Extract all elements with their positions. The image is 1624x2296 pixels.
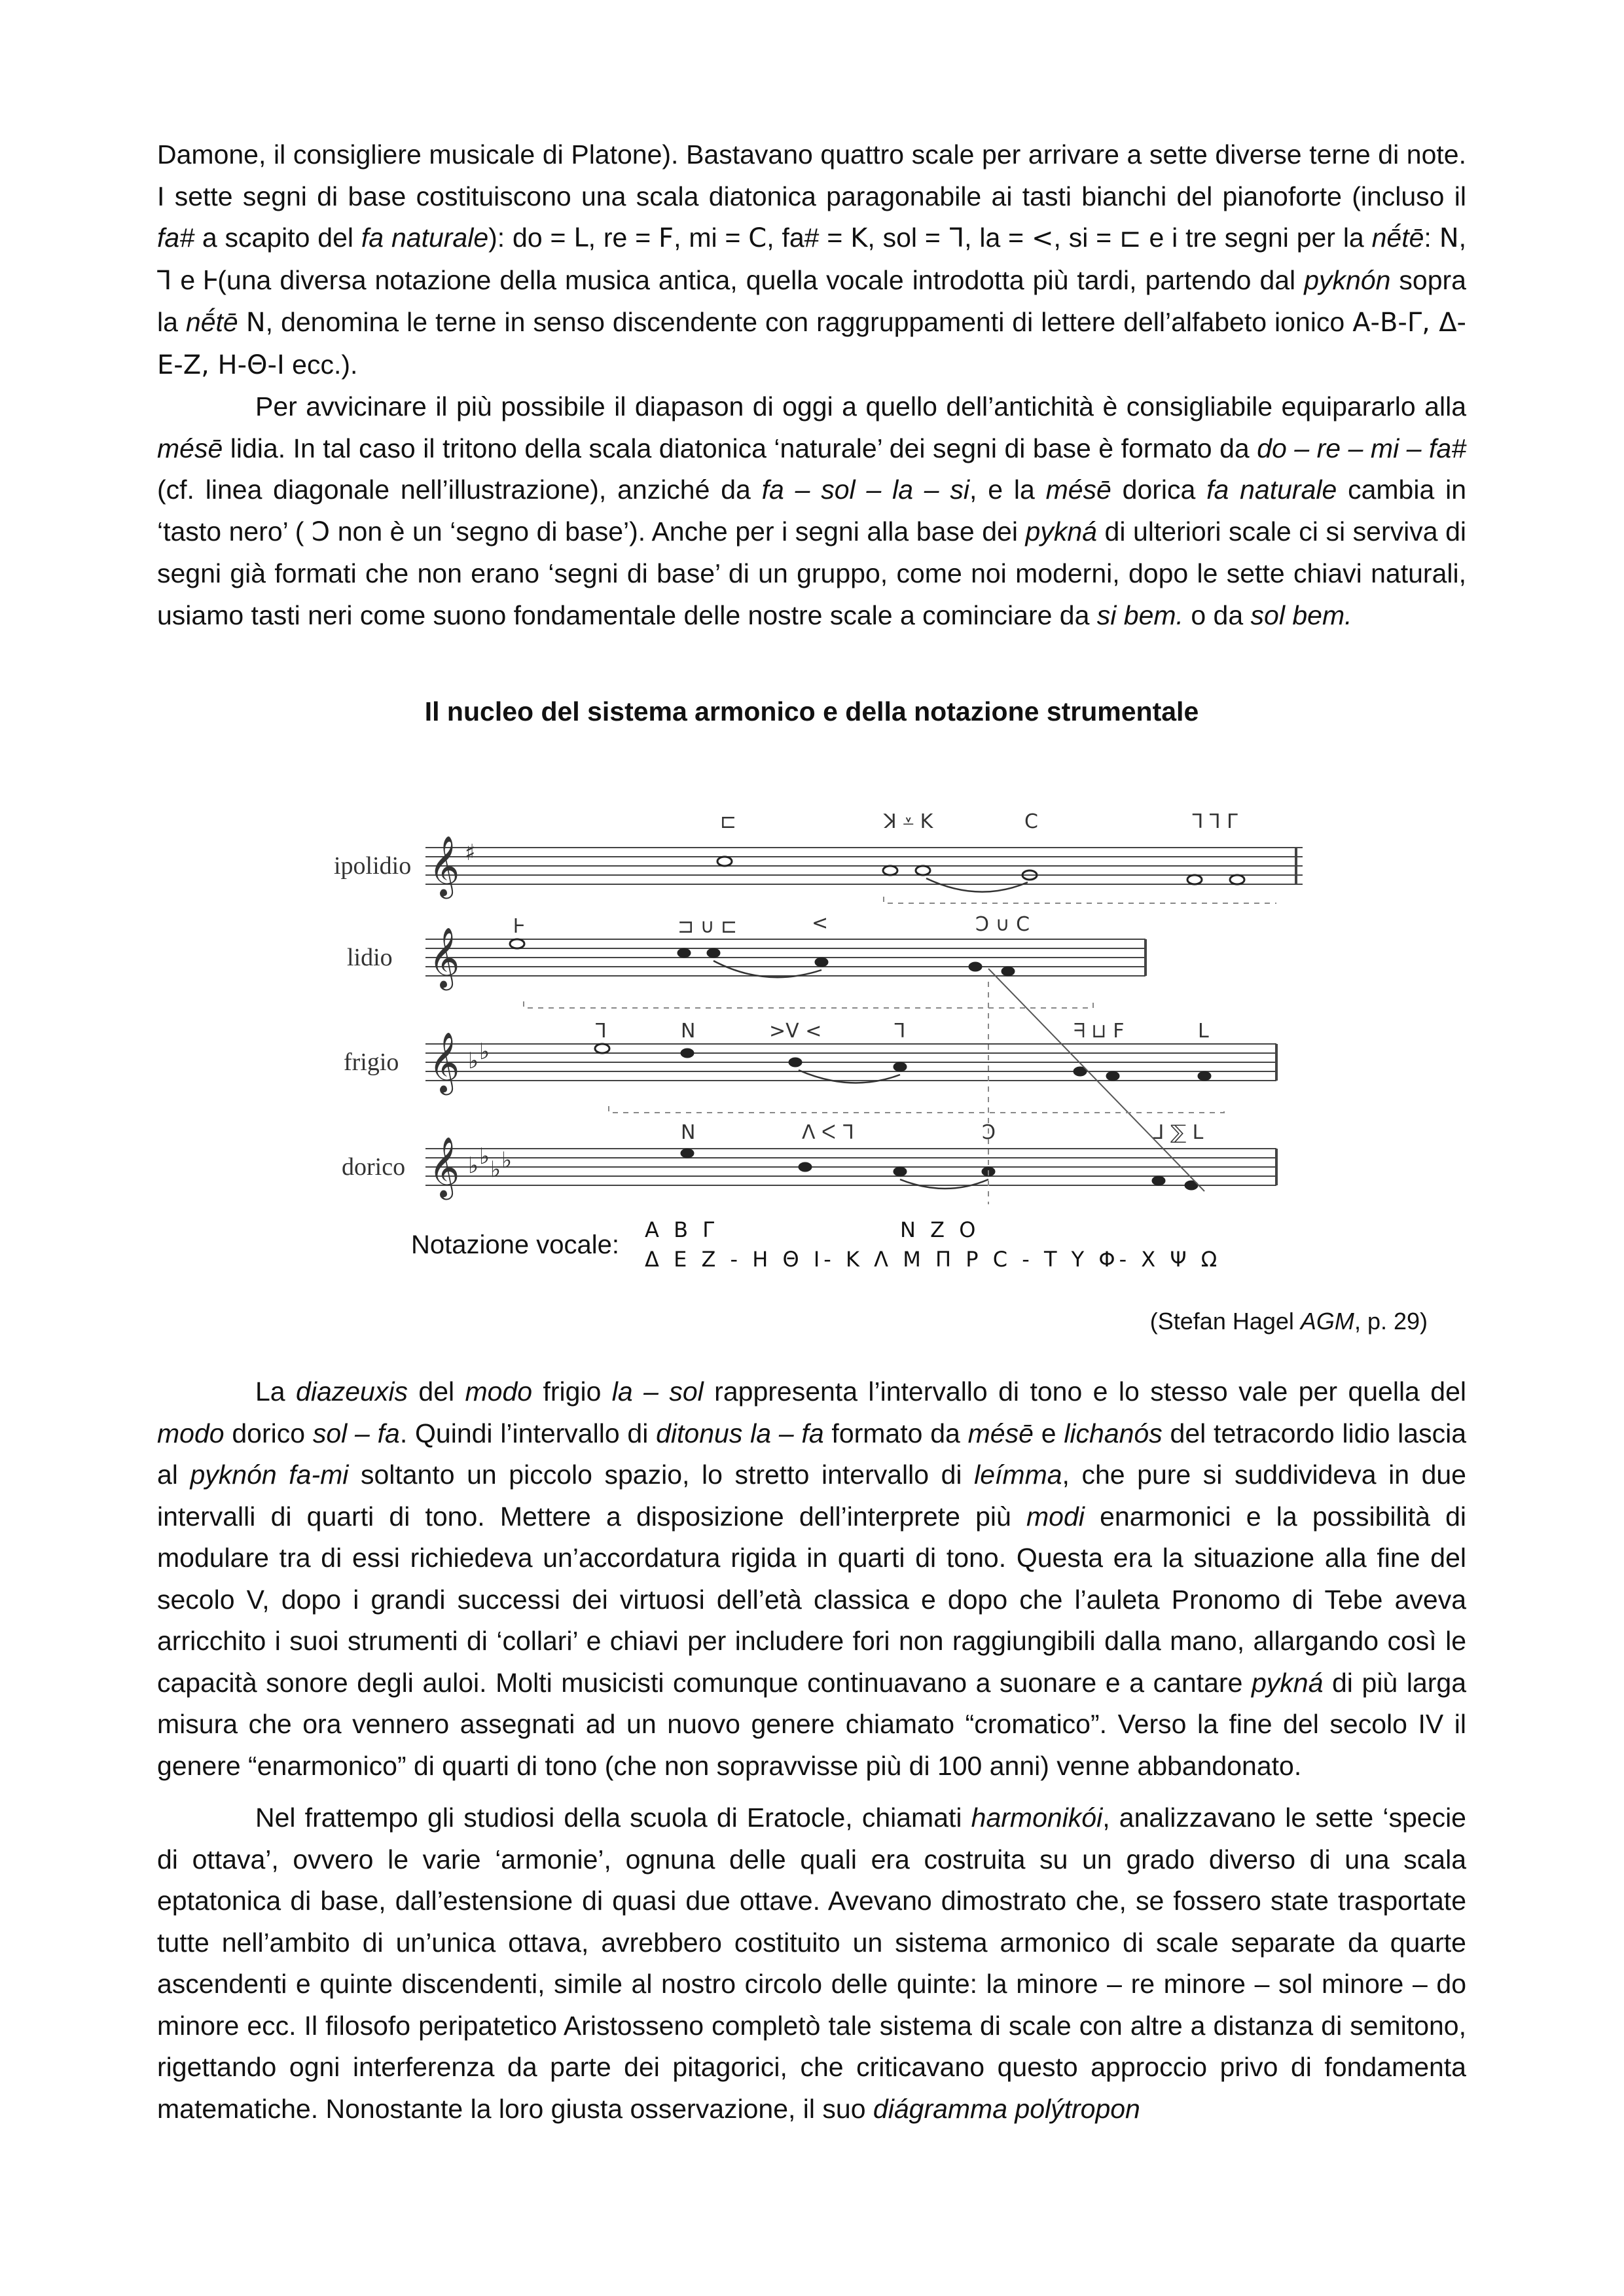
note (789, 1058, 802, 1067)
text: ecc.). (284, 349, 358, 380)
italic-text: diazeuxis (296, 1376, 408, 1407)
notation-sign: < (1032, 223, 1054, 253)
note (916, 866, 930, 875)
notation-sign: ᒣ Ꞁ Γ (1191, 810, 1238, 833)
text: . Quindi l’intervallo di (399, 1418, 657, 1448)
italic-text: pykná (1251, 1667, 1324, 1698)
staff-label-dorico: dorico (342, 1153, 406, 1181)
notation-figure (308, 805, 1329, 1257)
text: , si = (1053, 223, 1120, 253)
note (1001, 967, 1015, 976)
notation-sign: ᒣ (893, 1020, 906, 1043)
paragraph-3 (157, 1371, 1466, 1787)
notation-sign: ᒪ (1198, 1020, 1209, 1043)
notation-sign: ᖷ ⊔ F (1074, 1020, 1125, 1043)
vocal-notation-row-top: Ν Ζ Ο (900, 1217, 980, 1242)
text: : (1424, 223, 1439, 253)
staff-label-frigio: frigio (344, 1049, 399, 1076)
text: rappresenta l’intervallo di tono e lo stesso vale per quella del (703, 1376, 1466, 1407)
text: del tetracordo lidio lascia al (157, 1418, 1466, 1490)
text: sopra la (157, 264, 1466, 337)
note (1106, 1071, 1119, 1081)
note (799, 1162, 812, 1172)
text: del (407, 1376, 465, 1407)
notation-sign: ⊏ (720, 810, 737, 833)
notation-sign: Ꞁ (157, 265, 172, 296)
text: Nel frattempo gli studiosi della scuola di Eratocle, chiamati (255, 1803, 971, 1833)
text: o da (1183, 600, 1251, 630)
text: di ulteriori scale ci si serviva di segni già formati che non erano ‘segni di base’ di un gruppo, come noi moderni, dopo le sette chiavi naturali, usiamo tasti neri come suono fondamentale delle nostre scale a cominciare da (157, 516, 1466, 630)
text: di più larga misura che ora vennero assegnati ad un nuovo genere chiamato “cromatico”. Verso la fine del secolo IV il genere “enarmonico” di quarti di tono (che non sopravvisse più di 100 anni) venne abbandonato. (157, 1667, 1467, 1781)
sharp-icon: ♯ (465, 840, 476, 866)
text: lidia. In tal caso il tritono della scala diatonica ‘naturale’ dei segni di base è formato da (223, 433, 1257, 463)
page-body-lower (157, 1371, 1466, 2130)
notation-sign: F (659, 223, 674, 253)
note (893, 1167, 907, 1176)
text: ): do = (488, 223, 574, 253)
text: dorico (224, 1418, 313, 1448)
notation-sign: C (1024, 810, 1038, 833)
treble-clef-icon: 𝄞 (429, 835, 460, 896)
notation-sign: Ꞁ (596, 1020, 607, 1043)
note (717, 857, 732, 866)
text: , la = (964, 223, 1032, 253)
text: (cf. linea diagonale nell’illustrazione), anziché da (157, 475, 762, 505)
text (238, 307, 246, 337)
italic-text: sol – fa (312, 1418, 400, 1448)
notation-sign: ⊐ ∪ ⊏ (677, 915, 738, 938)
text: formato da (823, 1418, 968, 1448)
notation-sign: Ↄ (312, 516, 331, 547)
paragraph-4 (157, 1797, 1466, 2130)
italic-text: modo (157, 1418, 225, 1448)
flat-icon: ♭ (468, 1048, 479, 1074)
notation-sign: ꓘ ⩡ K (884, 810, 933, 833)
text: , analizzavano le sette ‘specie di ottava’, ovvero le varie ‘armonie’, ognuna delle quali era costruita su un grado diverso di una scala eptatonica di base, dall’estensione di quasi due ottave. Avevano dimostrato che, se fossero state trasportate tutte nell’ambito di un’unica ottava, avrebbero costituito un sistema armonico di scale separate da quarte ascendenti e quinte discendenti, simile al nostro circolo delle quinte: la minore – re minore – sol minore – do minore ecc. Il filosofo peripatetico Aristosseno completò tale sistema di scale con altre a distanza di semitono, rigettando ogni interferenza da parte dei pitagorici, che criticavano questo approccio privo di fondamenta matematiche. Nonostante la loro giusta osservazione, il suo (157, 1803, 1466, 2124)
note (677, 948, 691, 958)
greek-letters: Α-Β-Γ, Δ-Ε-Ζ, Η-Θ-Ι (157, 308, 1466, 380)
text: , re = (588, 223, 659, 253)
text: e (1033, 1418, 1064, 1448)
figure-title: Il nucleo del sistema armonico e della notazione strumentale (424, 696, 1199, 726)
vocal-notation-row-bottom: Δ Ε Ζ - Η Θ Ι- Κ Λ Μ Π Ρ C - Τ Υ Φ- Χ Ψ Ω (645, 1247, 1221, 1272)
treble-clef-icon: 𝄞 (429, 1031, 460, 1092)
text: , (1458, 223, 1467, 253)
text: non è un ‘segno di base’). Anche per i segni alla base dei (330, 516, 1026, 547)
notation-sign: N (681, 1121, 696, 1144)
italic-text: sol bem. (1250, 600, 1352, 630)
italic-text: pyknón fa-mi (190, 1460, 349, 1490)
text: cambia in ‘tasto nero’ ( (157, 475, 1466, 547)
notation-sign: Ↄ ∪ C (975, 913, 1030, 936)
note (595, 1044, 609, 1053)
text: soltanto un piccolo spazio, lo stretto intervallo di (348, 1460, 975, 1490)
note (510, 939, 524, 948)
italic-text: nḗtē (1371, 223, 1424, 253)
notation-sign: >V < (769, 1020, 822, 1043)
italic-text: harmonikói (971, 1803, 1103, 1833)
flat-icon: ♭ (468, 1153, 479, 1179)
italic-text: leímma (974, 1460, 1062, 1490)
note (681, 1049, 694, 1058)
italic-text: modi (1026, 1501, 1085, 1532)
note (1230, 875, 1244, 884)
text: , e la (969, 475, 1046, 505)
text: , fa# = (767, 223, 851, 253)
text: , che pure si suddivideva in due intervalli di quarti di tono. Mettere a disposizione dell’interprete più (157, 1460, 1466, 1532)
italic-text: fa naturale (361, 223, 489, 253)
vocal-notation-label: Notazione vocale: (411, 1230, 619, 1259)
text: La (255, 1376, 297, 1407)
note (1152, 1176, 1165, 1185)
italic-text: AGM (1300, 1308, 1354, 1335)
text: Damone, il consigliere musicale di Platone). Bastavano quattro scale per arrivare a sette diverse terne di note. I sette segni di base costituiscono una scala diatonica paragonabile ai tasti bianchi del pianoforte (incluso il (157, 139, 1466, 211)
note (1198, 1071, 1211, 1081)
text: , sol = (867, 223, 948, 253)
notation-sign: Ꮀ (204, 265, 218, 296)
italic-text: diágramma polýtropon (873, 2093, 1140, 2124)
flat-icon: ♭ (501, 1147, 513, 1174)
paragraph-2 (157, 386, 1466, 636)
note (1187, 875, 1202, 884)
note (883, 866, 897, 875)
notation-sign: Ꮀ (514, 915, 524, 938)
notation-sign: ᐱ ᐸ ᒣ (802, 1121, 854, 1144)
notation-sign: ⊏ (1119, 223, 1142, 253)
treble-clefs (429, 835, 460, 1200)
text: e (171, 264, 204, 295)
notation-sign: K (850, 223, 868, 253)
text: (Stefan Hagel (1149, 1308, 1301, 1335)
italic-text: pyknón (1304, 264, 1391, 295)
text: , denomina le terne in senso discendente con raggruppamenti di lettere dell’alfabeto ionico (265, 307, 1353, 337)
italic-text: lichanós (1064, 1418, 1163, 1448)
notation-sign: < (812, 912, 829, 935)
notation-sign: N (245, 308, 266, 338)
flat-icon: ♭ (479, 1039, 490, 1065)
notation-sign: C (748, 223, 767, 253)
notation-sign: ᒣ (948, 223, 965, 253)
italic-text: mésē (967, 1418, 1034, 1448)
flat-icon: ♭ (490, 1157, 501, 1183)
note (681, 1149, 694, 1158)
notation-sign: ᒪ (573, 223, 588, 253)
text: a scapito del (194, 223, 361, 253)
italic-text: mésē (1045, 475, 1111, 505)
italic-text: modo (465, 1376, 533, 1407)
note (707, 948, 720, 958)
text: enarmonici e la possibilità di modulare tra di essi richiedeva un’accordatura rigida in quarti di tono. Questa era la situazione alla fine del secolo V, dopo i grandi successi dei virtuosi dell’età classica e dopo che l’auleta Pronomo di Tebe aveva arricchito i suoi strumenti di ‘collari’ e chiavi per includere fori non raggiungibili dalla mano, allargando così le capacità sonore degli auloi. Molti musicisti comunque continuavano a suonare e a cantare (157, 1501, 1466, 1698)
text: Per avvicinare il più possibile il diapason di oggi a quello dell’antichità è consigliabile equipararlo alla (255, 391, 1466, 422)
text: (una diversa notazione della musica antica, quella vocale introdotta più tardi, partendo dal (217, 264, 1305, 295)
italic-text: si bem. (1096, 600, 1183, 630)
italic-text: fa naturale (1206, 475, 1337, 505)
note (893, 1062, 907, 1071)
notation-sign: Ↄ (982, 1121, 996, 1144)
paragraph-1 (157, 134, 1466, 386)
vocal-notation-row-top: Α Β Γ (645, 1217, 719, 1242)
staff-label-lidio: lidio (347, 944, 393, 971)
italic-text: fa – sol – la – si (761, 475, 970, 505)
key-signatures (465, 840, 512, 1183)
text: , mi = (674, 223, 749, 253)
flat-icon: ♭ (479, 1143, 490, 1170)
staff-label-ipolidio: ipolidio (334, 852, 412, 880)
italic-text: do – re – mi – fa# (1257, 433, 1466, 463)
notes (510, 857, 1244, 1190)
italic-text: ditonus la – fa (656, 1418, 824, 1448)
italic-text: nḗtē (185, 307, 238, 337)
text: frigio (532, 1376, 612, 1407)
italic-text: pykná (1025, 516, 1097, 547)
figure-credit (1150, 1308, 1428, 1335)
italic-text: la – sol (611, 1376, 704, 1407)
text: e i tre segni per la (1141, 223, 1372, 253)
italic-text: mésē (157, 433, 223, 463)
note (815, 958, 828, 967)
note (969, 962, 982, 971)
staff-diagram (308, 805, 1329, 1211)
notation-sign: N (681, 1020, 696, 1043)
treble-clef-icon: 𝄞 (429, 1136, 460, 1197)
page-body (157, 134, 1466, 727)
notation-sign: ᒧ ⅀ ᒪ (1152, 1121, 1204, 1144)
text: , p. 29) (1354, 1308, 1428, 1335)
italic-text: fa# (157, 223, 194, 253)
treble-clef-icon: 𝄞 (429, 927, 460, 988)
text: dorica (1111, 475, 1207, 505)
notation-sign: N (1439, 223, 1459, 253)
